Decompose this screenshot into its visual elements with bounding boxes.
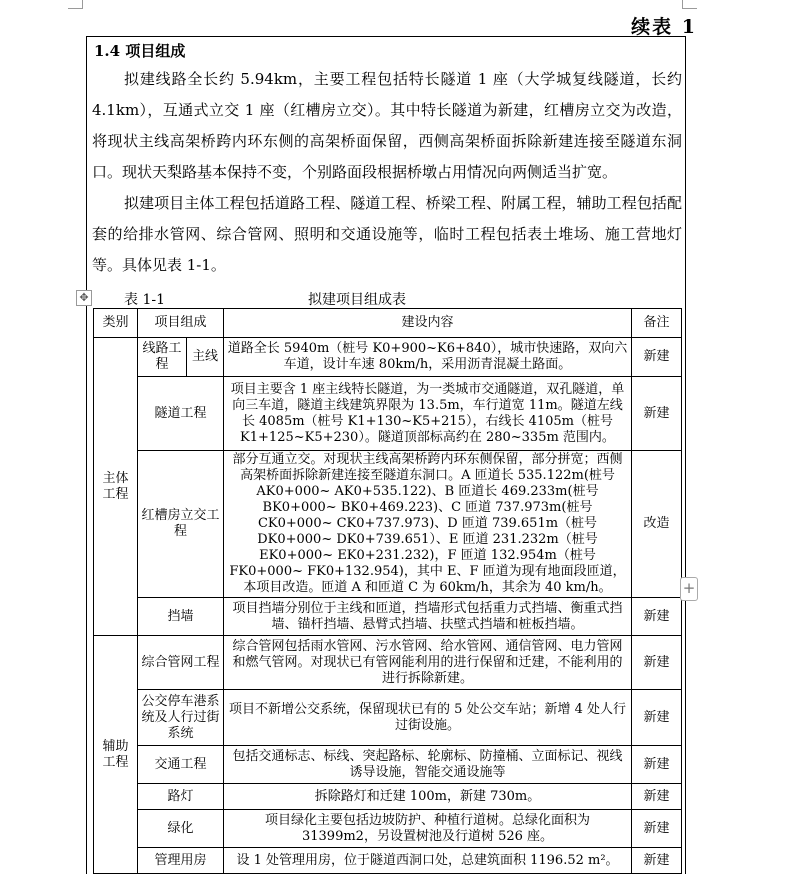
page-corner-mark xyxy=(68,0,83,9)
category-cell: 辅助工程 xyxy=(94,636,138,874)
table-row xyxy=(94,848,682,874)
content-cell: 部分互通立交。对现状主线高架桥跨内环东侧保留，部分拼宽；西侧高架桥面拆除新建连接至隧道东洞口。A 匝道长 535.122m(桩号 AK0+000~ AK0+535.122)、B 匝道长 469.233m(桩号 BK0+000~ BK0+469.223)、C 匝道 737.973m(桩号 CK0+000~ CK0+737.973)、D 匝道 739.651m（桩号 DK0+000~ DK0+739.651）、E 匝道 231.232m（桩号 EK0+000~ EK0+231.232)，F 匝道 132.954m（桩号 FK0+000~ FK0+132.954)，其中 E、F 匝道为现有地面段匝道，本项目改造。匝道 A 和匝道 C 为 60km/h，其余为 40 km/h。 xyxy=(224,451,632,598)
item-cell: 挡墙 xyxy=(138,598,224,636)
content-cell: 项目主要含 1 座主线特长隧道，为一类城市交通隧道，双孔隧道，单向三车道，隧道主线建筑界限为 13.5m，车行道宽 11m。隧道左线长 4085m（桩号 K1+130~K5+215），右线长 4105m（桩号 K1+125~K5+230）。隧道顶部标高约在 280~335m 范围内。 xyxy=(224,377,632,451)
item-cell-right: 主线 xyxy=(191,349,218,364)
note-cell: 新建 xyxy=(632,746,682,784)
item-cell: 绿化 xyxy=(138,810,224,848)
item-cell xyxy=(138,338,224,377)
table-row xyxy=(94,746,682,784)
table-row xyxy=(94,338,682,377)
table-row xyxy=(94,690,682,746)
table-row xyxy=(94,451,682,598)
category-cell: 主体工程 xyxy=(94,338,138,636)
add-row-plus-icon[interactable]: + xyxy=(680,577,698,601)
content-cell: 设 1 处管理用房，位于隧道西洞口处，总建筑面积 1196.52 m²。 xyxy=(224,848,632,874)
table-row xyxy=(94,598,682,636)
section-title: 1.4 项目组成 xyxy=(94,42,186,60)
note-cell: 新建 xyxy=(632,377,682,451)
note-cell: 新建 xyxy=(632,784,682,810)
paragraph xyxy=(92,64,682,188)
header-note: 备注 xyxy=(632,309,682,338)
item-cell: 路灯 xyxy=(138,784,224,810)
item-cell: 公交停车港系统及人行过街系统 xyxy=(138,690,224,746)
table-number: 表 1-1 xyxy=(124,292,165,308)
item-cell-left: 线路工程 xyxy=(138,338,187,376)
item-cell: 管理用房 xyxy=(138,848,224,874)
content-cell: 综合管网包括雨水管网、污水管网、给水管网、通信管网、电力管网和燃气管网。对现状已有管网能利用的进行保留和迁建，不能利用的进行拆除新建。 xyxy=(224,636,632,690)
paragraph-text: 拟建线路全长约 5.94km，主要工程包括特长隧道 1 座（大学城复线隧道，长约 4.1km），互通式立交 1 座（红槽房立交）。其中特长隧道为新建，红槽房立交为改造，将现状主线高架桥跨内环东侧的高架桥面保留，西侧高架桥面拆除新建连接至隧道东洞口。现状天梨路基本保持不变，个别路面段根据桥墩占用情况向两侧适当扩宽。 xyxy=(92,70,682,181)
header-item: 项目组成 xyxy=(138,309,224,338)
note-cell: 改造 xyxy=(632,451,682,598)
note-cell: 新建 xyxy=(632,598,682,636)
continued-title: 续表 1 xyxy=(631,16,697,38)
page-corner-mark xyxy=(682,0,697,9)
table-title: 拟建项目组成表 xyxy=(308,292,406,308)
item-cell: 交通工程 xyxy=(138,746,224,784)
content-cell: 项目不新增公交系统，保留现状已有的 5 处公交车站；新增 4 处人行过街设施。 xyxy=(224,690,632,746)
table-header-row xyxy=(94,309,682,338)
item-cell: 综合管网工程 xyxy=(138,636,224,690)
project-composition-table xyxy=(93,308,682,874)
paragraph xyxy=(92,188,682,281)
content-cell: 拆除路灯和迁建 100m，新建 730m。 xyxy=(224,784,632,810)
header-category: 类别 xyxy=(94,309,138,338)
table-row xyxy=(94,810,682,848)
header-content: 建设内容 xyxy=(224,309,632,338)
item-cell: 隧道工程 xyxy=(138,377,224,451)
table-row xyxy=(94,784,682,810)
note-cell: 新建 xyxy=(632,690,682,746)
content-cell: 包括交通标志、标线、突起路标、轮廓标、防撞桶、立面标记、视线诱导设施，智能交通设施等 xyxy=(224,746,632,784)
content-cell: 道路全长 5940m（桩号 K0+900~K6+840），城市快速路，双向六车道，设计车速 80km/h，采用沥青混凝土路面。 xyxy=(224,338,632,377)
note-cell: 新建 xyxy=(632,810,682,848)
paragraph-text: 拟建项目主体工程包括道路工程、隧道工程、桥梁工程、附属工程，辅助工程包括配套的给排水管网、综合管网、照明和交通设施等，临时工程包括表土堆场、施工营地灯等。具体见表 1-1。 xyxy=(92,194,682,274)
table-row xyxy=(94,636,682,690)
table-row xyxy=(94,377,682,451)
content-cell: 项目绿化主要包括边坡防护、种植行道树。总绿化面积为 31399m2，另设置树池及行道树 526 座。 xyxy=(224,810,632,848)
content-cell: 项目挡墙分别位于主线和匝道，挡墙形式包括重力式挡墙、衡重式挡墙、锚杆挡墙、悬臂式挡墙、扶壁式挡墙和桩板挡墙。 xyxy=(224,598,632,636)
item-cell: 红槽房立交工程 xyxy=(138,451,224,598)
table-move-handle-icon[interactable]: ✥ xyxy=(76,290,92,306)
note-cell: 新建 xyxy=(632,338,682,377)
note-cell: 新建 xyxy=(632,848,682,874)
note-cell: 新建 xyxy=(632,636,682,690)
